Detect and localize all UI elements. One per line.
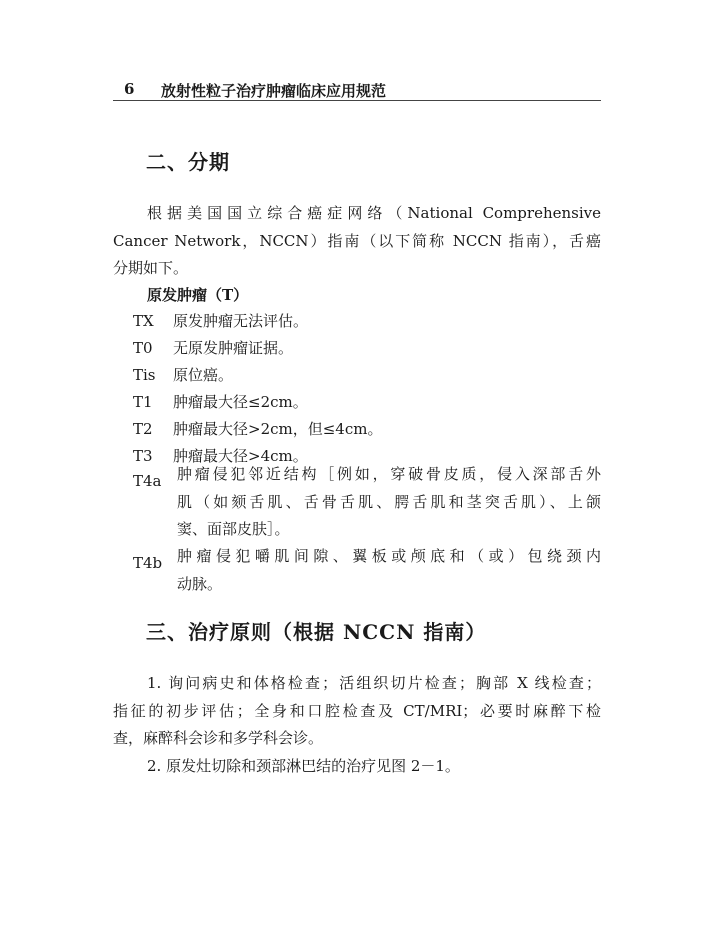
running-header: [113, 80, 601, 102]
stage-text-block: [177, 543, 601, 598]
stage-text-line: 肌（如颏舌肌、舌骨舌肌、腭舌肌和茎突舌肌）、上颌: [177, 492, 601, 511]
subheading-primary-tumor: 原发肿瘤（T）: [147, 286, 249, 304]
section-heading-staging: 二、分期: [146, 150, 230, 174]
stage-code: T1: [133, 393, 153, 411]
stage-text-block: [177, 461, 601, 544]
stage-text: 原发肿瘤无法评估。: [173, 312, 309, 330]
stage-code: T4b: [133, 554, 163, 572]
stage-code: TX: [133, 312, 154, 330]
stage-code: T0: [133, 339, 153, 357]
text-line: 查，麻醉科会诊和多学科会诊。: [113, 729, 324, 747]
stage-row: [133, 418, 382, 439]
stage-code: T2: [133, 420, 153, 438]
stage-text: 无原发肿瘤证据。: [173, 339, 294, 357]
stage-text-line: 肿瘤侵犯嚼肌间隙、翼板或颅底和（或）包绕颈内: [177, 547, 601, 565]
text-line: 指征的初步评估；全身和口腔检查及 CT/MRI；必要时麻醉下检: [113, 701, 601, 720]
stage-text: 肿瘤最大径>4cm。: [173, 447, 308, 465]
page-number: 6: [124, 80, 135, 98]
stage-code: Tis: [133, 366, 156, 384]
stage-row: [133, 554, 177, 572]
text-line: 1. 询问病史和体格检查；活组织切片检查；胸部 X 线检查；: [147, 674, 601, 692]
stage-code: T4a: [133, 472, 162, 490]
text-line: 2. 原发灶切除和颈部淋巴结的治疗见图 2－1。: [147, 756, 460, 775]
running-title: 放射性粒子治疗肿瘤临床应用规范: [161, 82, 387, 100]
stage-row: [133, 337, 293, 358]
stage-text-line: 动脉。: [177, 574, 223, 593]
text-line: Cancer Network，NCCN）指南（以下简称 NCCN 指南），舌癌: [113, 231, 601, 250]
section-heading-treatment: 三、治疗原则（根据 NCCN 指南）: [146, 620, 487, 644]
stage-row: [133, 472, 177, 490]
stage-row: [133, 310, 308, 331]
stage-text-line: 肿瘤侵犯邻近结构［例如，穿破骨皮质，侵入深部舌外: [177, 465, 601, 483]
intro-paragraph: [113, 200, 601, 283]
text-line: 分期如下。: [113, 259, 189, 277]
text-line: 根据美国国立综合癌症网络（National Comprehensive: [147, 204, 601, 222]
stage-row: [133, 391, 308, 412]
stage-text: 原位癌。: [173, 366, 234, 384]
treatment-paragraph: [113, 670, 601, 780]
header-rule: [113, 100, 601, 101]
stage-text: 肿瘤最大径>2cm，但≤4cm。: [173, 420, 383, 438]
stage-code: T3: [133, 447, 153, 465]
stage-row: [133, 364, 233, 385]
stage-text-line: 窦、面部皮肤］。: [177, 520, 290, 538]
stage-text: 肿瘤最大径≤2cm。: [173, 393, 308, 411]
